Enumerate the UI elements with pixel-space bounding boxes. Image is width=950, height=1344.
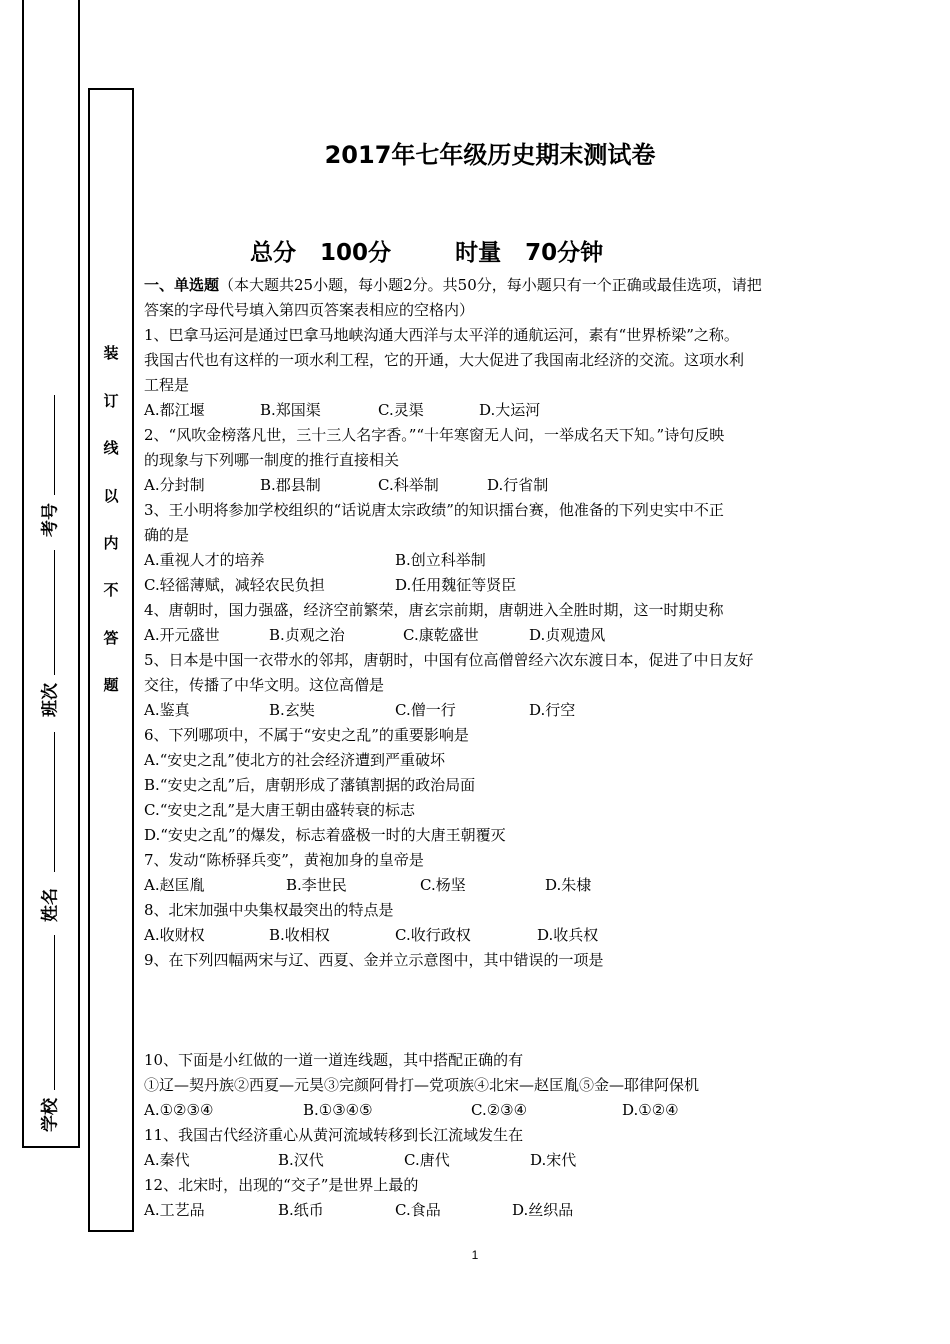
option[interactable]: D.收兵权: [537, 926, 599, 944]
name-label: 姓名: [40, 888, 61, 922]
missing-figure-space: [144, 973, 814, 1048]
option[interactable]: C.僧一行: [395, 701, 456, 719]
option[interactable]: D.丝织品: [512, 1201, 574, 1219]
question-text: 确的是: [144, 526, 190, 544]
section-heading-line: [144, 273, 814, 298]
option[interactable]: B.纸币: [278, 1201, 324, 1219]
option[interactable]: C.康乾盛世: [403, 626, 479, 644]
seal-char: 内: [103, 534, 119, 552]
question-text: 的现象与下列哪一制度的推行直接相关: [144, 451, 400, 469]
seal-char: 以: [103, 487, 119, 505]
question-text: 交往，传播了中华文明。这位高僧是: [144, 676, 385, 694]
option[interactable]: C.“安史之乱”是大唐王朝由盛转衰的标志: [144, 801, 416, 819]
option[interactable]: B.①③④⑤: [303, 1101, 373, 1119]
question-text: 3、王小明将参加学校组织的“话说唐太宗政绩”的知识擂台赛，他准备的下列史实中不正: [144, 501, 724, 519]
option[interactable]: C.灵渠: [378, 401, 424, 419]
question-text: 10、下面是小红做的一道一道连线题，其中搭配正确的有: [144, 1051, 524, 1069]
option[interactable]: A.“安史之乱”使北方的社会经济遭到严重破坏: [144, 751, 445, 769]
seal-char: 订: [103, 392, 119, 410]
option[interactable]: D.贞观遗风: [529, 626, 606, 644]
option-row: [144, 398, 814, 423]
section-heading: 一、单选题: [144, 276, 220, 294]
question-text: 7、发动“陈桥驿兵变”，黄袍加身的皇帝是: [144, 851, 424, 869]
question-text: 8、北宋加强中央集权最突出的特点是: [144, 901, 394, 919]
option-row: [144, 623, 814, 648]
section-instruction: （本大题共25小题，每小题2分。共50分，每小题只有一个正确或最佳选项，请把: [219, 276, 762, 294]
option-row: [144, 1148, 814, 1173]
option[interactable]: C.②③④: [471, 1101, 528, 1119]
question-text: 9、在下列四幅两宋与辽、西夏、金并立示意图中，其中错误的一项是: [144, 951, 604, 969]
option[interactable]: D.朱棣: [545, 876, 592, 894]
option[interactable]: B.贞观之治: [269, 626, 345, 644]
seal-char: 答: [103, 629, 119, 647]
option[interactable]: C.食品: [395, 1201, 441, 1219]
question-text: 6、下列哪项中，不属于“安史之乱”的重要影响是: [144, 726, 469, 744]
seal-char: 线: [103, 439, 119, 457]
option[interactable]: D.任用魏征等贤臣: [395, 576, 517, 594]
option[interactable]: A.工艺品: [144, 1201, 205, 1219]
option[interactable]: B.收相权: [269, 926, 330, 944]
page-title: 2017年七年级历史期末测试卷: [324, 141, 656, 169]
option[interactable]: B.“安史之乱”后，唐朝形成了藩镇割据的政治局面: [144, 776, 476, 794]
option[interactable]: D.“安史之乱”的爆发，标志着盛极一时的大唐王朝覆灭: [144, 826, 506, 844]
class-label: 班次: [40, 683, 61, 717]
option[interactable]: D.大运河: [479, 401, 541, 419]
option[interactable]: A.重视人才的培养: [144, 551, 265, 569]
option-row: [144, 698, 814, 723]
question-text: 工程是: [144, 376, 190, 394]
option-row: [144, 1098, 814, 1123]
question-text: 12、北宋时，出现的“交子”是世界上最的: [144, 1176, 419, 1194]
option[interactable]: A.①②③④: [144, 1101, 214, 1119]
option[interactable]: C.杨坚: [420, 876, 466, 894]
option[interactable]: B.郑国渠: [260, 401, 321, 419]
option[interactable]: A.秦代: [144, 1151, 190, 1169]
score-time-line: 总分 100分 时量 70分钟: [250, 240, 604, 266]
seal-char: 不: [103, 581, 119, 599]
option[interactable]: A.都江堰: [144, 401, 205, 419]
option[interactable]: B.玄奘: [269, 701, 315, 719]
question-text: ①辽—契丹族②西夏—元昊③完颜阿骨打—党项族④北宋—赵匡胤⑤金—耶律阿保机: [144, 1076, 700, 1094]
exam-no-label: 考号: [40, 503, 61, 537]
binding-margin-inner-frame: [88, 88, 134, 1232]
exam-no-line[interactable]: [54, 395, 55, 495]
option[interactable]: A.分封制: [144, 476, 205, 494]
option[interactable]: D.行省制: [487, 476, 549, 494]
school-line[interactable]: [54, 935, 55, 1090]
name-line[interactable]: [54, 732, 55, 872]
question-text: 11、我国古代经济重心从黄河流域转移到长江流域发生在: [144, 1126, 524, 1144]
seal-char: 题: [103, 676, 119, 694]
question-text: 我国古代也有这样的一项水利工程，它的开通，大大促进了我国南北经济的交流。这项水利: [144, 351, 745, 369]
option[interactable]: C.科举制: [378, 476, 439, 494]
option[interactable]: D.行空: [529, 701, 576, 719]
school-label: 学校: [40, 1098, 61, 1132]
option[interactable]: A.赵匡胤: [144, 876, 205, 894]
option[interactable]: B.创立科举制: [395, 551, 486, 569]
option-row: [144, 548, 814, 573]
option-row: [144, 1198, 814, 1223]
option[interactable]: A.收财权: [144, 926, 205, 944]
option[interactable]: B.汉代: [278, 1151, 324, 1169]
option[interactable]: A.鉴真: [144, 701, 190, 719]
option[interactable]: C.轻徭薄赋，减轻农民负担: [144, 576, 325, 594]
option-row: [144, 473, 814, 498]
question-text: 1、巴拿马运河是通过巴拿马地峡沟通大西洋与太平洋的通航运河，素有“世界桥梁”之称。: [144, 326, 739, 344]
option[interactable]: C.唐代: [404, 1151, 450, 1169]
question-text: 4、唐朝时，国力强盛，经济空前繁荣，唐玄宗前期，唐朝进入全胜时期，这一时期史称: [144, 601, 724, 619]
option-row: [144, 873, 814, 898]
exam-content: [144, 273, 814, 1223]
option[interactable]: B.郡县制: [260, 476, 321, 494]
seal-char: 装: [103, 344, 119, 362]
class-line[interactable]: [54, 550, 55, 675]
question-text: 5、日本是中国一衣带水的邻邦，唐朝时，中国有位高僧曾经六次东渡日本，促进了中日友好: [144, 651, 754, 669]
binding-margin-outer-frame: [22, 0, 80, 1148]
option[interactable]: D.宋代: [530, 1151, 577, 1169]
option[interactable]: C.收行政权: [395, 926, 471, 944]
option[interactable]: A.开元盛世: [144, 626, 220, 644]
option-row: [144, 923, 814, 948]
option[interactable]: D.①②④: [622, 1101, 679, 1119]
section-instruction-cont: 答案的字母代号填入第四页答案表相应的空格内）: [144, 301, 475, 319]
option-row: [144, 573, 814, 598]
page-number: 1: [471, 1248, 479, 1262]
question-text: 2、“风吹金榜落凡世，三十三人名字香。”“十年寒窗无人问，一举成名天下知。”诗句反映: [144, 426, 725, 444]
option[interactable]: B.李世民: [286, 876, 347, 894]
